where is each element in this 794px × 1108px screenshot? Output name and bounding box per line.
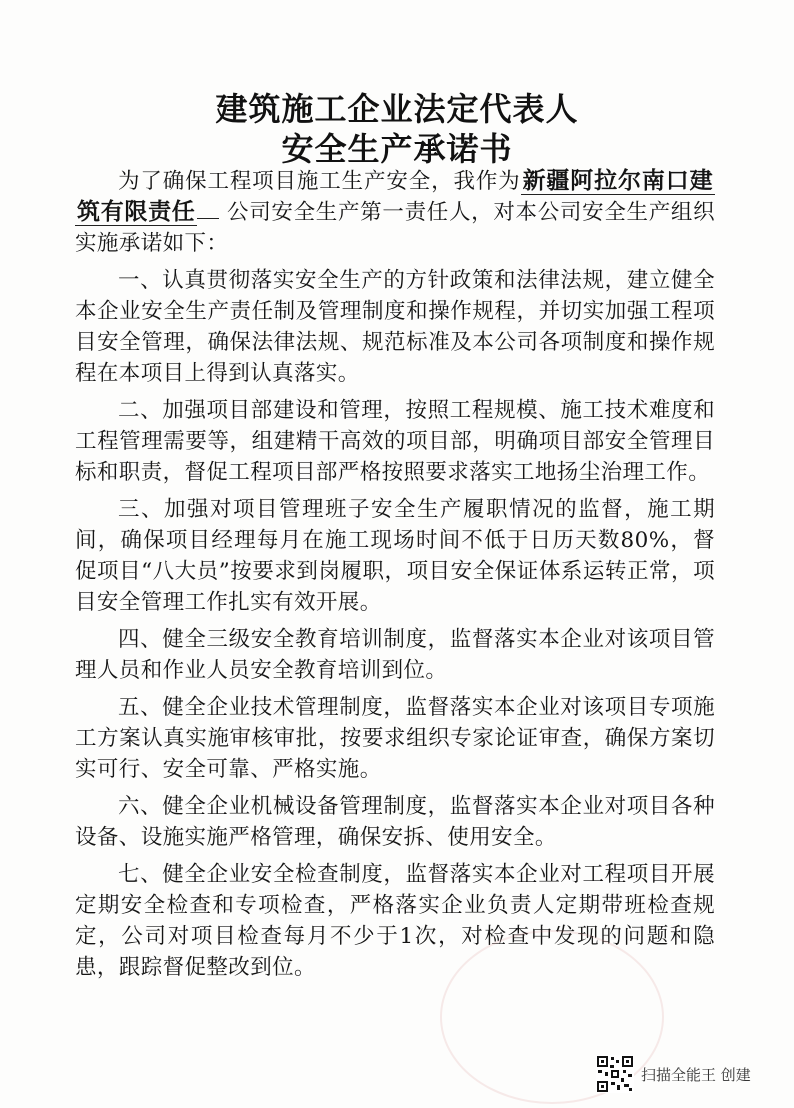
company-name-part-2: 筑有限责任 — [77, 199, 196, 225]
document-title-line-1: 建筑施工企业法定代表人 — [215, 90, 579, 128]
clause-2: 二、加强项目部建设和管理，按照工程规模、施工技术难度和工程管理需要等，组建精干高效的项目部，明确项目部安全管理目标和职责，督促工程项目部严格按照要求落实工地扬尘治理工作。 — [75, 398, 715, 485]
clause-4: 四、健全三级安全教育培训制度，监督落实本企业对该项目管理人员和作业人员安全教育培训到位。 — [75, 627, 715, 683]
document-body — [75, 166, 715, 989]
intro-paragraph — [75, 166, 715, 259]
clause-3: 三、加强对项目管理班子安全生产履职情况的监督，施工期间，确保项目经理每月在施工现场时间不低于日历天数80%，督促项目“八大员”按要求到岗履职，项目安全保证体系运转正常，项目安全管理工作扎实有效开展。 — [75, 497, 715, 615]
intro-text-before: 为了确保工程项目施工生产安全，我作为 — [118, 169, 521, 194]
company-name-blank — [197, 217, 219, 219]
qr-code-icon — [596, 1055, 634, 1093]
intro-text-after: 公司安全生产第一责任人，对本公司安全生产组织实施承诺如下： — [75, 200, 716, 256]
clause-1: 一、认真贯彻落实安全生产的方针政策和法律法规，建立健全本企业安全生产责任制及管理制度和操作规程，并切实加强工程项目安全管理，确保法律法规、规范标准及本公司各项制度和操作规程在本项目上得到认真落实。 — [75, 268, 715, 386]
clause-5: 五、健全企业技术管理制度，监督落实本企业对该项目专项施工方案认真实施审核审批，按要求组织专家论证审查，确保方案切实可行、安全可靠、严格实施。 — [75, 695, 715, 782]
document-title-line-2: 安全生产承诺书 — [281, 130, 513, 168]
clause-7: 七、健全企业安全检查制度，监督落实本企业对工程项目开展定期安全检查和专项检查，严格落实企业负责人定期带班检查规定，公司对项目检查每月不少于1次，对检查中发现的问题和隐患，跟踪督促整改到位。 — [75, 862, 715, 980]
scanner-watermark-label: 扫描全能王 创建 — [641, 1066, 751, 1084]
clause-6: 六、健全企业机械设备管理制度，监督落实本企业对项目各种设备、设施实施严格管理，确保安拆、使用安全。 — [75, 794, 715, 850]
company-name-part-1: 新疆阿拉尔南口建 — [522, 168, 714, 194]
